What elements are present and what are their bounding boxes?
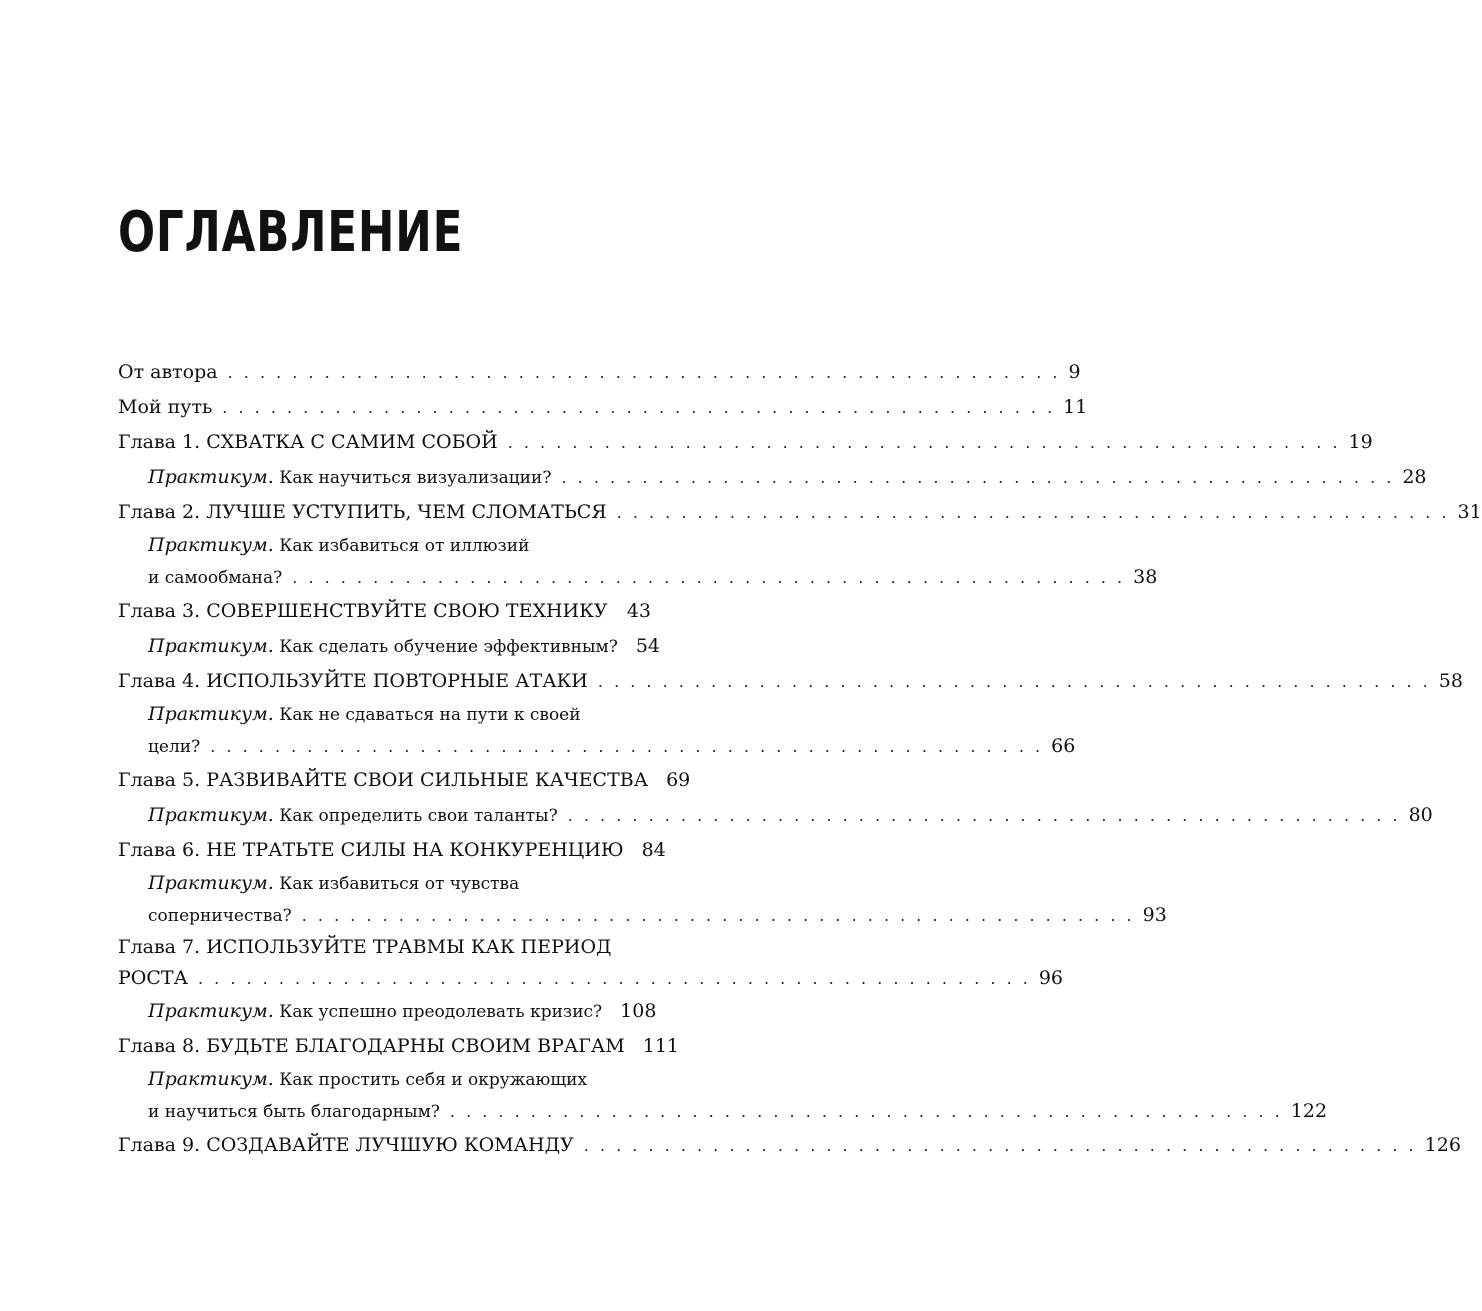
toc-chapter-entry[interactable] bbox=[118, 932, 1064, 994]
practicum-label: Практикум. bbox=[148, 872, 274, 894]
practicum-label: Практикум. bbox=[148, 703, 274, 725]
toc-practicum-entry[interactable] bbox=[118, 699, 1076, 763]
toc-chapter-entry[interactable] bbox=[118, 425, 1373, 460]
page-number: 11 bbox=[1063, 396, 1088, 418]
page-number: 108 bbox=[620, 1000, 657, 1022]
entry-title: От автора bbox=[118, 361, 218, 383]
page-number: 122 bbox=[1290, 1100, 1328, 1122]
entry-title-text: Как определить свои таланты? bbox=[273, 806, 558, 826]
page-number: 126 bbox=[1424, 1134, 1461, 1156]
page-number: 69 bbox=[666, 769, 691, 791]
page-number: 66 bbox=[1051, 735, 1076, 757]
toc-chapter-entry[interactable] bbox=[118, 1128, 1461, 1163]
entry-title: Глава 9. СОЗДАВАЙТЕ ЛУЧШУЮ КОМАНДУ bbox=[118, 1134, 574, 1156]
dot-leader: . . . . . . . . . . . . . . . . . . . . . . . . . . . . . . . . . . . . . . . . . . . . . . . . . . . . bbox=[567, 806, 1401, 825]
dot-leader: . . . . . . . . . . . . . . . . . . . . . . . . . . . . . . . . . . . . . . . . . . . . . . . . . . . . bbox=[507, 433, 1341, 452]
page-number: 58 bbox=[1438, 670, 1463, 692]
practicum-label: Практикум. bbox=[148, 466, 274, 488]
dot-leader: . . . . . . . . . . . . . . . . . . . . . . . . . . . . . . . . . . . . . . . . . . . . . . . . . . . . bbox=[583, 1136, 1417, 1155]
toc-practicum-entry[interactable] bbox=[118, 868, 1167, 932]
dot-leader: . . . . . . . . . . . . . . . . . . . . . . . . . . . . . . . . . . . . . . . . . . . . . . . . . . . . bbox=[597, 672, 1431, 691]
toc-chapter-entry[interactable] bbox=[118, 390, 1088, 425]
page-number: 80 bbox=[1408, 804, 1433, 826]
entry-title: Мой путь bbox=[118, 396, 213, 418]
practicum-label: Практикум. bbox=[148, 635, 274, 657]
entry-title-line-2: и научиться быть благодарным? bbox=[148, 1102, 440, 1122]
practicum-label: Практикум. bbox=[148, 534, 274, 556]
entry-title: Глава 4. ИСПОЛЬЗУЙТЕ ПОВТОРНЫЕ АТАКИ bbox=[118, 670, 588, 692]
entry-title-line-1 bbox=[148, 530, 651, 562]
dot-leader: . . . . . . . . . . . . . . . . . . . . . . . . . . . . . . . . . . . . . . . . . . . . . . . . . . . . bbox=[449, 1102, 1283, 1121]
dot-leader: . . . . . . . . . . . . . . . . . . . . . . . . . . . . . . . . . . . . . . . . . . . . . . . . . . . . bbox=[292, 568, 1126, 587]
toc-chapter-entry[interactable] bbox=[118, 594, 651, 629]
toc-practicum-entry[interactable] bbox=[118, 1064, 1328, 1128]
entry-title-text: Как избавиться от иллюзий bbox=[273, 536, 530, 556]
dot-leader: . . . . . . . . . . . . . . . . . . . . . . . . . . . . . . . . . . . . . . . . . . . . . . . . . . . . bbox=[222, 398, 1056, 417]
entry-title: Глава 8. БУДЬТЕ БЛАГОДАРНЫ СВОИМ ВРАГАМ bbox=[118, 1035, 625, 1057]
entry-title-text: Как простить себя и окружающих bbox=[273, 1070, 588, 1090]
table-of-contents bbox=[118, 355, 1482, 1163]
entry-title: Глава 5. РАЗВИВАЙТЕ СВОИ СИЛЬНЫЕ КАЧЕСТВА bbox=[118, 769, 649, 791]
entry-title: Глава 1. СХВАТКА С САМИМ СОБОЙ bbox=[118, 431, 498, 453]
page-number: 19 bbox=[1348, 431, 1373, 453]
toc-practicum-entry[interactable] bbox=[118, 460, 1427, 495]
toc-chapter-entry[interactable] bbox=[118, 495, 1482, 530]
entry-title-line-2: РОСТА bbox=[118, 967, 188, 989]
practicum-label: Практикум. bbox=[148, 1068, 274, 1090]
toc-chapter-entry[interactable] bbox=[118, 1029, 679, 1064]
entry-title-text: Как избавиться от чувства bbox=[273, 874, 520, 894]
entry-title-line-1 bbox=[148, 868, 651, 900]
toc-practicum-entry[interactable] bbox=[118, 530, 1158, 594]
dot-leader: . . . . . . . . . . . . . . . . . . . . . . . . . . . . . . . . . . . . . . . . . . . . . . . . . . . . bbox=[561, 468, 1395, 487]
practicum-label: Практикум. bbox=[148, 804, 274, 826]
entry-title-line-1 bbox=[148, 699, 651, 731]
entry-title bbox=[148, 460, 551, 495]
entry-title-line-2: и самообмана? bbox=[148, 568, 283, 588]
entry-title: Глава 2. ЛУЧШЕ УСТУПИТЬ, ЧЕМ СЛОМАТЬСЯ bbox=[118, 501, 607, 523]
entry-title bbox=[148, 798, 558, 833]
page-number: 28 bbox=[1402, 466, 1427, 488]
entry-title bbox=[148, 994, 602, 1029]
entry-title-text: Как не сдаваться на пути к своей bbox=[273, 705, 581, 725]
page-number: 54 bbox=[635, 635, 661, 657]
page-number: 111 bbox=[642, 1035, 679, 1057]
dot-leader bbox=[618, 595, 619, 629]
entry-title bbox=[148, 629, 618, 664]
practicum-label: Практикум. bbox=[148, 1000, 274, 1022]
page-title: ОГЛАВЛЕНИЕ bbox=[118, 200, 464, 265]
entry-title-line-1: Глава 7. ИСПОЛЬЗУЙТЕ ТРАВМЫ КАК ПЕРИОД bbox=[118, 936, 612, 958]
toc-chapter-entry[interactable] bbox=[118, 355, 1081, 390]
entry-title-line-1 bbox=[148, 1064, 651, 1096]
toc-practicum-entry[interactable] bbox=[118, 798, 1433, 833]
page-number: 84 bbox=[641, 839, 666, 861]
page-number: 43 bbox=[626, 600, 651, 622]
toc-chapter-entry[interactable] bbox=[118, 763, 691, 798]
entry-title-line-2: соперничества? bbox=[148, 906, 292, 926]
dot-leader: . . . . . . . . . . . . . . . . . . . . . . . . . . . . . . . . . . . . . . . . . . . . . . . . . . . . bbox=[227, 363, 1061, 382]
page-number: 38 bbox=[1133, 566, 1158, 588]
entry-title-text: Как сделать обучение эффективным? bbox=[273, 637, 618, 657]
dot-leader: . . . . . . . . . . . . . . . . . . . . . . . . . . . . . . . . . . . . . . . . . . . . . . . . . . . . bbox=[301, 906, 1135, 925]
page-number: 93 bbox=[1142, 904, 1167, 926]
toc-chapter-entry[interactable] bbox=[118, 664, 1463, 699]
entry-title-line-2: цели? bbox=[148, 737, 201, 757]
entry-title-text: Как успешно преодолевать кризис? bbox=[273, 1002, 603, 1022]
dot-leader: . . . . . . . . . . . . . . . . . . . . . . . . . . . . . . . . . . . . . . . . . . . . . . . . . . . . bbox=[210, 737, 1044, 756]
entry-title: Глава 3. СОВЕРШЕНСТВУЙТЕ СВОЮ ТЕХНИКУ bbox=[118, 600, 608, 622]
page-number: 96 bbox=[1038, 967, 1064, 989]
entry-title: Глава 6. НЕ ТРАТЬТЕ СИЛЫ НА КОНКУРЕНЦИЮ bbox=[118, 839, 624, 861]
toc-practicum-entry[interactable] bbox=[118, 629, 661, 664]
page-number: 31 bbox=[1457, 501, 1482, 523]
dot-leader: . . . . . . . . . . . . . . . . . . . . . . . . . . . . . . . . . . . . . . . . . . . . . . . . . . . . bbox=[197, 969, 1031, 988]
page-number: 9 bbox=[1068, 361, 1081, 383]
toc-practicum-entry[interactable] bbox=[118, 994, 657, 1029]
dot-leader: . . . . . . . . . . . . . . . . . . . . . . . . . . . . . . . . . . . . . . . . . . . . . . . . . . . . bbox=[616, 503, 1450, 522]
toc-chapter-entry[interactable] bbox=[118, 833, 666, 868]
entry-title-text: Как научиться визуализации? bbox=[273, 468, 552, 488]
